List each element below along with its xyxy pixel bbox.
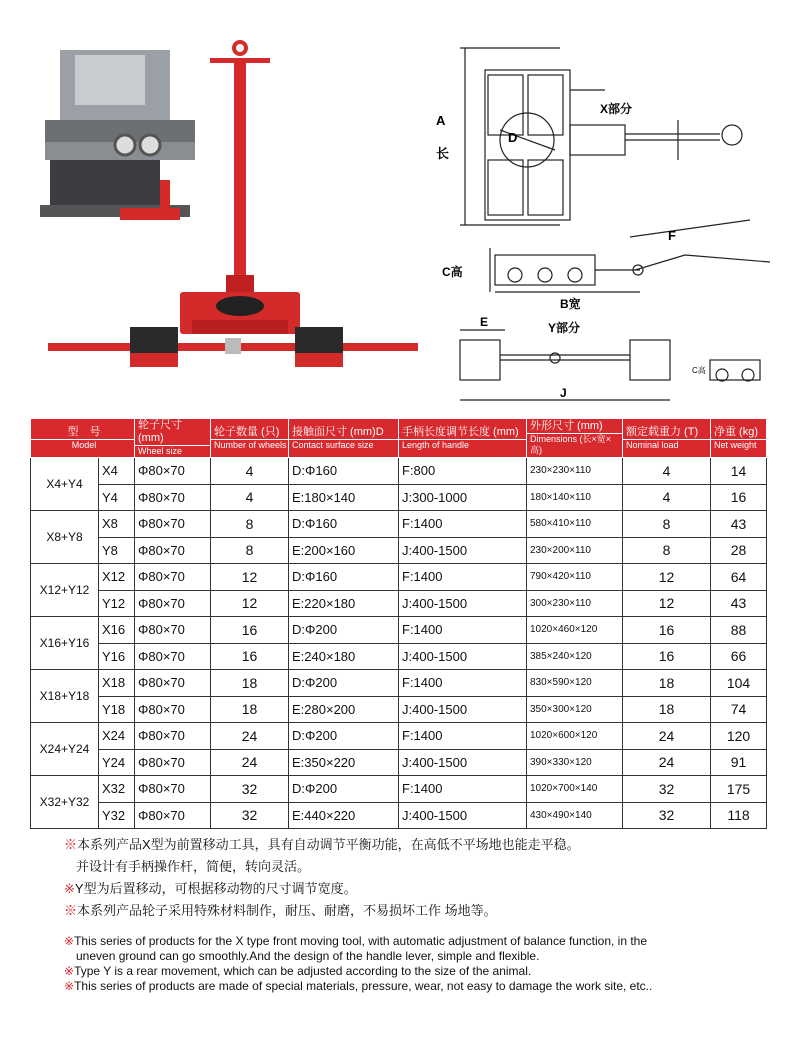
net-weight-cell: 43 <box>711 590 767 617</box>
table-row <box>31 696 767 723</box>
nominal-load-cell: 12 <box>623 590 711 617</box>
handle-length-cell: F:1400 <box>399 776 527 803</box>
dimensions-cell: 1020×700×140 <box>527 776 623 803</box>
contact-size-cell: E:240×180 <box>289 643 399 670</box>
zh-note: ※Y型为后置移动，可根据移动物的尺寸调节宽度。 <box>64 881 357 896</box>
contact-size-cell: E:280×200 <box>289 696 399 723</box>
wheel-size-cell: Φ80×70 <box>135 617 211 644</box>
label-d: D <box>508 130 518 145</box>
contact-size-cell: D:Φ200 <box>289 617 399 644</box>
model-cell: X18+Y18 <box>31 670 99 723</box>
sub-model-cell: Y8 <box>99 537 135 564</box>
nominal-load-cell: 24 <box>623 723 711 750</box>
nominal-load-cell: 16 <box>623 617 711 644</box>
sub-model-cell: Y24 <box>99 749 135 776</box>
table-row <box>31 617 767 644</box>
sub-model-cell: X24 <box>99 723 135 750</box>
dimensions-cell: 430×490×140 <box>527 802 623 829</box>
handle-length-cell: J:300-1000 <box>399 484 527 511</box>
wheel-size-cell: Φ80×70 <box>135 670 211 697</box>
contact-size-cell: E:440×220 <box>289 802 399 829</box>
wheel-count-cell: 24 <box>211 723 289 750</box>
sub-model-cell: X8 <box>99 511 135 538</box>
net-weight-cell: 175 <box>711 776 767 803</box>
model-cell: X12+Y12 <box>31 564 99 617</box>
dimensions-cell: 385×240×120 <box>527 643 623 670</box>
zh-note: 并设计有手柄操作杆，简便，转向灵活。 <box>76 859 311 874</box>
handle-length-cell: J:400-1500 <box>399 749 527 776</box>
zh-note: ※本系列产品X型为前置移动工具，具有自动调节平衡功能，在高低不平场地也能走平稳。 <box>64 837 580 852</box>
wheel-size-cell: Φ80×70 <box>135 590 211 617</box>
wheel-count-cell: 12 <box>211 590 289 617</box>
table-row <box>31 670 767 697</box>
wheel-size-cell: Φ80×70 <box>135 537 211 564</box>
wheel-count-cell: 4 <box>211 458 289 485</box>
handle-length-cell: F:1400 <box>399 511 527 538</box>
handle-length-cell: J:400-1500 <box>399 643 527 670</box>
contact-size-cell: E:350×220 <box>289 749 399 776</box>
label-y-part: Y部分 <box>548 321 581 335</box>
nominal-load-cell: 4 <box>623 484 711 511</box>
nominal-load-cell: 18 <box>623 696 711 723</box>
header-dimensions: 外形尺寸 (mm) Dimensions (长×宽×高) <box>527 419 623 458</box>
table-row <box>31 537 767 564</box>
handle-length-cell: J:400-1500 <box>399 696 527 723</box>
header-nominal-load: 额定载重力 (T) Nominal load <box>623 419 711 458</box>
wheel-count-cell: 18 <box>211 670 289 697</box>
model-cell: X16+Y16 <box>31 617 99 670</box>
label-c-height: C高 <box>442 265 463 279</box>
dimensions-cell: 830×590×120 <box>527 670 623 697</box>
contact-size-cell: E:220×180 <box>289 590 399 617</box>
net-weight-cell: 104 <box>711 670 767 697</box>
dimensions-cell: 390×330×120 <box>527 749 623 776</box>
header-wheel-size: 轮子尺寸 (mm) Wheel size <box>135 419 211 458</box>
net-weight-cell: 66 <box>711 643 767 670</box>
technical-diagram <box>430 30 790 410</box>
wheel-size-cell: Φ80×70 <box>135 696 211 723</box>
table-row <box>31 511 767 538</box>
nominal-load-cell: 32 <box>623 776 711 803</box>
nominal-load-cell: 4 <box>623 458 711 485</box>
label-f: F <box>668 228 676 243</box>
net-weight-cell: 118 <box>711 802 767 829</box>
handle-length-cell: F:1400 <box>399 564 527 591</box>
wheel-count-cell: 16 <box>211 617 289 644</box>
net-weight-cell: 64 <box>711 564 767 591</box>
contact-size-cell: D:Φ200 <box>289 723 399 750</box>
sub-model-cell: Y18 <box>99 696 135 723</box>
sub-model-cell: X16 <box>99 617 135 644</box>
net-weight-cell: 28 <box>711 537 767 564</box>
contact-size-cell: E:180×140 <box>289 484 399 511</box>
handle-length-cell: F:1400 <box>399 670 527 697</box>
wheel-count-cell: 24 <box>211 749 289 776</box>
nominal-load-cell: 18 <box>623 670 711 697</box>
model-cell: X8+Y8 <box>31 511 99 564</box>
spec-table <box>30 418 767 829</box>
en-note: ※Type Y is a rear movement, which can be adjusted according to the size of the animal. <box>64 964 532 978</box>
label-length: 长 <box>436 146 450 161</box>
model-cell: X4+Y4 <box>31 458 99 511</box>
zh-note: ※本系列产品轮子采用特殊材料制作，耐压、耐磨，不易损坏工作 场地等。 <box>64 903 497 918</box>
dimensions-cell: 790×420×110 <box>527 564 623 591</box>
sub-model-cell: Y12 <box>99 590 135 617</box>
nominal-load-cell: 8 <box>623 511 711 538</box>
dimensions-cell: 580×410×110 <box>527 511 623 538</box>
nominal-load-cell: 32 <box>623 802 711 829</box>
handle-length-cell: J:400-1500 <box>399 802 527 829</box>
header-handle-length: 手柄长度调节长度 (mm) Length of handle <box>399 419 527 458</box>
table-row <box>31 458 767 485</box>
table-row <box>31 749 767 776</box>
handle-length-cell: J:400-1500 <box>399 590 527 617</box>
contact-size-cell: D:Φ200 <box>289 670 399 697</box>
wheel-size-cell: Φ80×70 <box>135 484 211 511</box>
table-row <box>31 723 767 750</box>
contact-size-cell: D:Φ200 <box>289 776 399 803</box>
sub-model-cell: Y4 <box>99 484 135 511</box>
handle-length-cell: F:1400 <box>399 723 527 750</box>
sub-model-cell: X12 <box>99 564 135 591</box>
model-cell: X24+Y24 <box>31 723 99 776</box>
sub-model-cell: Y16 <box>99 643 135 670</box>
machine-tool-image <box>40 50 195 220</box>
wheel-count-cell: 16 <box>211 643 289 670</box>
table-row <box>31 776 767 803</box>
wheel-size-cell: Φ80×70 <box>135 458 211 485</box>
sub-model-cell: X18 <box>99 670 135 697</box>
wheel-size-cell: Φ80×70 <box>135 776 211 803</box>
dimensions-cell: 230×200×110 <box>527 537 623 564</box>
wheel-size-cell: Φ80×70 <box>135 802 211 829</box>
x-type-mover-image <box>180 42 300 334</box>
label-a: A <box>436 113 446 128</box>
label-e: E <box>480 315 489 329</box>
wheel-count-cell: 8 <box>211 537 289 564</box>
label-b-width: B宽 <box>560 297 581 311</box>
table-row <box>31 564 767 591</box>
dimensions-cell: 350×300×120 <box>527 696 623 723</box>
en-note: ※This series of products are made of special materials, pressure, wear, not easy to damage the work site, etc.. <box>64 979 653 993</box>
wheel-count-cell: 4 <box>211 484 289 511</box>
wheel-size-cell: Φ80×70 <box>135 723 211 750</box>
dimensions-cell: 180×140×110 <box>527 484 623 511</box>
dimensions-cell: 230×230×110 <box>527 458 623 485</box>
nominal-load-cell: 16 <box>623 643 711 670</box>
sub-model-cell: X4 <box>99 458 135 485</box>
handle-length-cell: F:1400 <box>399 617 527 644</box>
contact-size-cell: D:Φ160 <box>289 564 399 591</box>
product-photo <box>20 30 440 410</box>
wheel-count-cell: 32 <box>211 776 289 803</box>
label-x-part: X部分 <box>600 102 633 116</box>
model-cell: X32+Y32 <box>31 776 99 829</box>
wheel-size-cell: Φ80×70 <box>135 749 211 776</box>
header-wheel-count: 轮子数量 (只) Number of wheels <box>211 419 289 458</box>
en-note: ※This series of products for the X type front moving tool, with automatic adjustment of balance function, in the <box>64 934 648 948</box>
net-weight-cell: 16 <box>711 484 767 511</box>
dimensions-cell: 300×230×110 <box>527 590 623 617</box>
dimensions-cell: 1020×600×120 <box>527 723 623 750</box>
wheel-count-cell: 8 <box>211 511 289 538</box>
header-contact-size: 接触面尺寸 (mm)D Contact surface size <box>289 419 399 458</box>
notes-section <box>64 834 784 994</box>
handle-length-cell: J:400-1500 <box>399 537 527 564</box>
table-header-row <box>31 419 767 458</box>
sub-model-cell: X32 <box>99 776 135 803</box>
wheel-count-cell: 32 <box>211 802 289 829</box>
nominal-load-cell: 24 <box>623 749 711 776</box>
table-row <box>31 590 767 617</box>
wheel-count-cell: 18 <box>211 696 289 723</box>
nominal-load-cell: 8 <box>623 537 711 564</box>
wheel-size-cell: Φ80×70 <box>135 564 211 591</box>
table-row <box>31 802 767 829</box>
dimensions-cell: 1020×460×120 <box>527 617 623 644</box>
wheel-size-cell: Φ80×70 <box>135 511 211 538</box>
net-weight-cell: 120 <box>711 723 767 750</box>
net-weight-cell: 74 <box>711 696 767 723</box>
sub-model-cell: Y32 <box>99 802 135 829</box>
label-c-height-small: C高 <box>692 366 706 375</box>
contact-size-cell: E:200×160 <box>289 537 399 564</box>
contact-size-cell: D:Φ160 <box>289 458 399 485</box>
table-row <box>31 484 767 511</box>
net-weight-cell: 14 <box>711 458 767 485</box>
header-net-weight: 净重 (kg) Net weight <box>711 419 767 458</box>
nominal-load-cell: 12 <box>623 564 711 591</box>
label-j: J <box>560 386 567 400</box>
wheel-count-cell: 12 <box>211 564 289 591</box>
table-row <box>31 643 767 670</box>
net-weight-cell: 91 <box>711 749 767 776</box>
en-note: uneven ground can go smoothly.And the design of the handle lever, simple and flexible. <box>76 949 540 963</box>
header-model: 型 号 Model <box>31 419 135 458</box>
net-weight-cell: 43 <box>711 511 767 538</box>
contact-size-cell: D:Φ160 <box>289 511 399 538</box>
wheel-size-cell: Φ80×70 <box>135 643 211 670</box>
net-weight-cell: 88 <box>711 617 767 644</box>
handle-length-cell: F:800 <box>399 458 527 485</box>
